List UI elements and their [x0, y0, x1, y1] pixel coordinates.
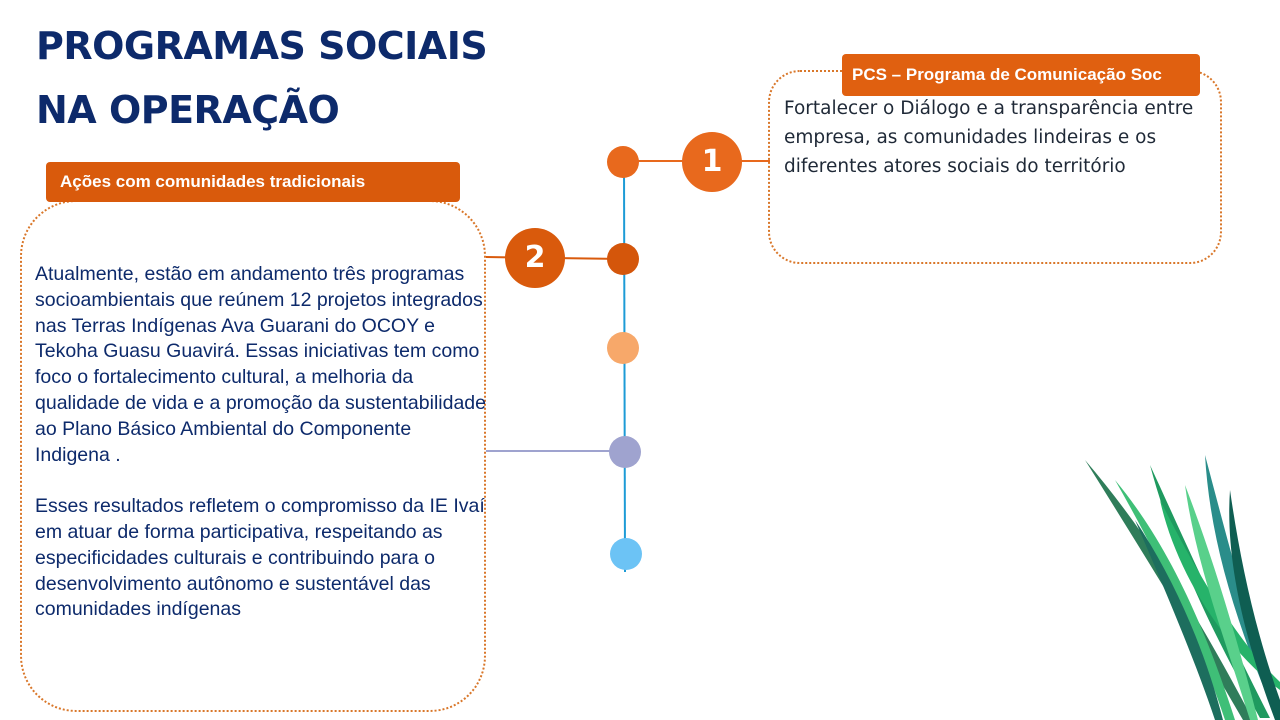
- step-number-2: 2: [505, 228, 565, 288]
- traditional-communities-tag: Ações com comunidades tradicionais: [46, 162, 460, 202]
- paragraph-programs: Atualmente, estão em andamento três programas socioambientais que reúnem 12 projetos integrados nas Terras Indígenas Ava Guarani do OCOY e Tekoha Guasu Guavirá. Essas iniciativas tem como foco o fortalecimento cultural, a melhoria da qualidade de vida e a promoção da sustentabilidade ao Plano Básico Ambiental do Componente Indigena .: [35, 263, 486, 466]
- paragraph-commitment: Esses resultados refletem o compromisso da IE Ivaí em atuar de forma participativa, respeitando as especificidades culturais e contribuindo para o desenvolvimento autônomo e sustentável das comunidades indígenas: [35, 495, 485, 621]
- timeline-dot-2: [607, 243, 639, 275]
- pcs-tag: PCS – Programa de Comunicação Soc: [842, 54, 1200, 96]
- grass-leaves-illustration: [1075, 450, 1280, 720]
- timeline-dot-4: [609, 436, 641, 468]
- timeline-vertical-line: [624, 162, 625, 572]
- title-line-2: NA OPERAÇÃO: [36, 88, 340, 132]
- pcs-card-text: [784, 94, 1216, 181]
- pcs-description: Fortalecer o Diálogo e a transparência entre empresa, as comunidades lindeiras e os diferentes atores sociais do território: [784, 98, 1194, 177]
- timeline-dot-1: [607, 146, 639, 178]
- traditional-communities-text: [35, 262, 487, 623]
- timeline-dot-3: [607, 332, 639, 364]
- step-number-1: 1: [682, 132, 742, 192]
- timeline-dot-5: [610, 538, 642, 570]
- title-line-1: PROGRAMAS SOCIAIS: [36, 24, 488, 68]
